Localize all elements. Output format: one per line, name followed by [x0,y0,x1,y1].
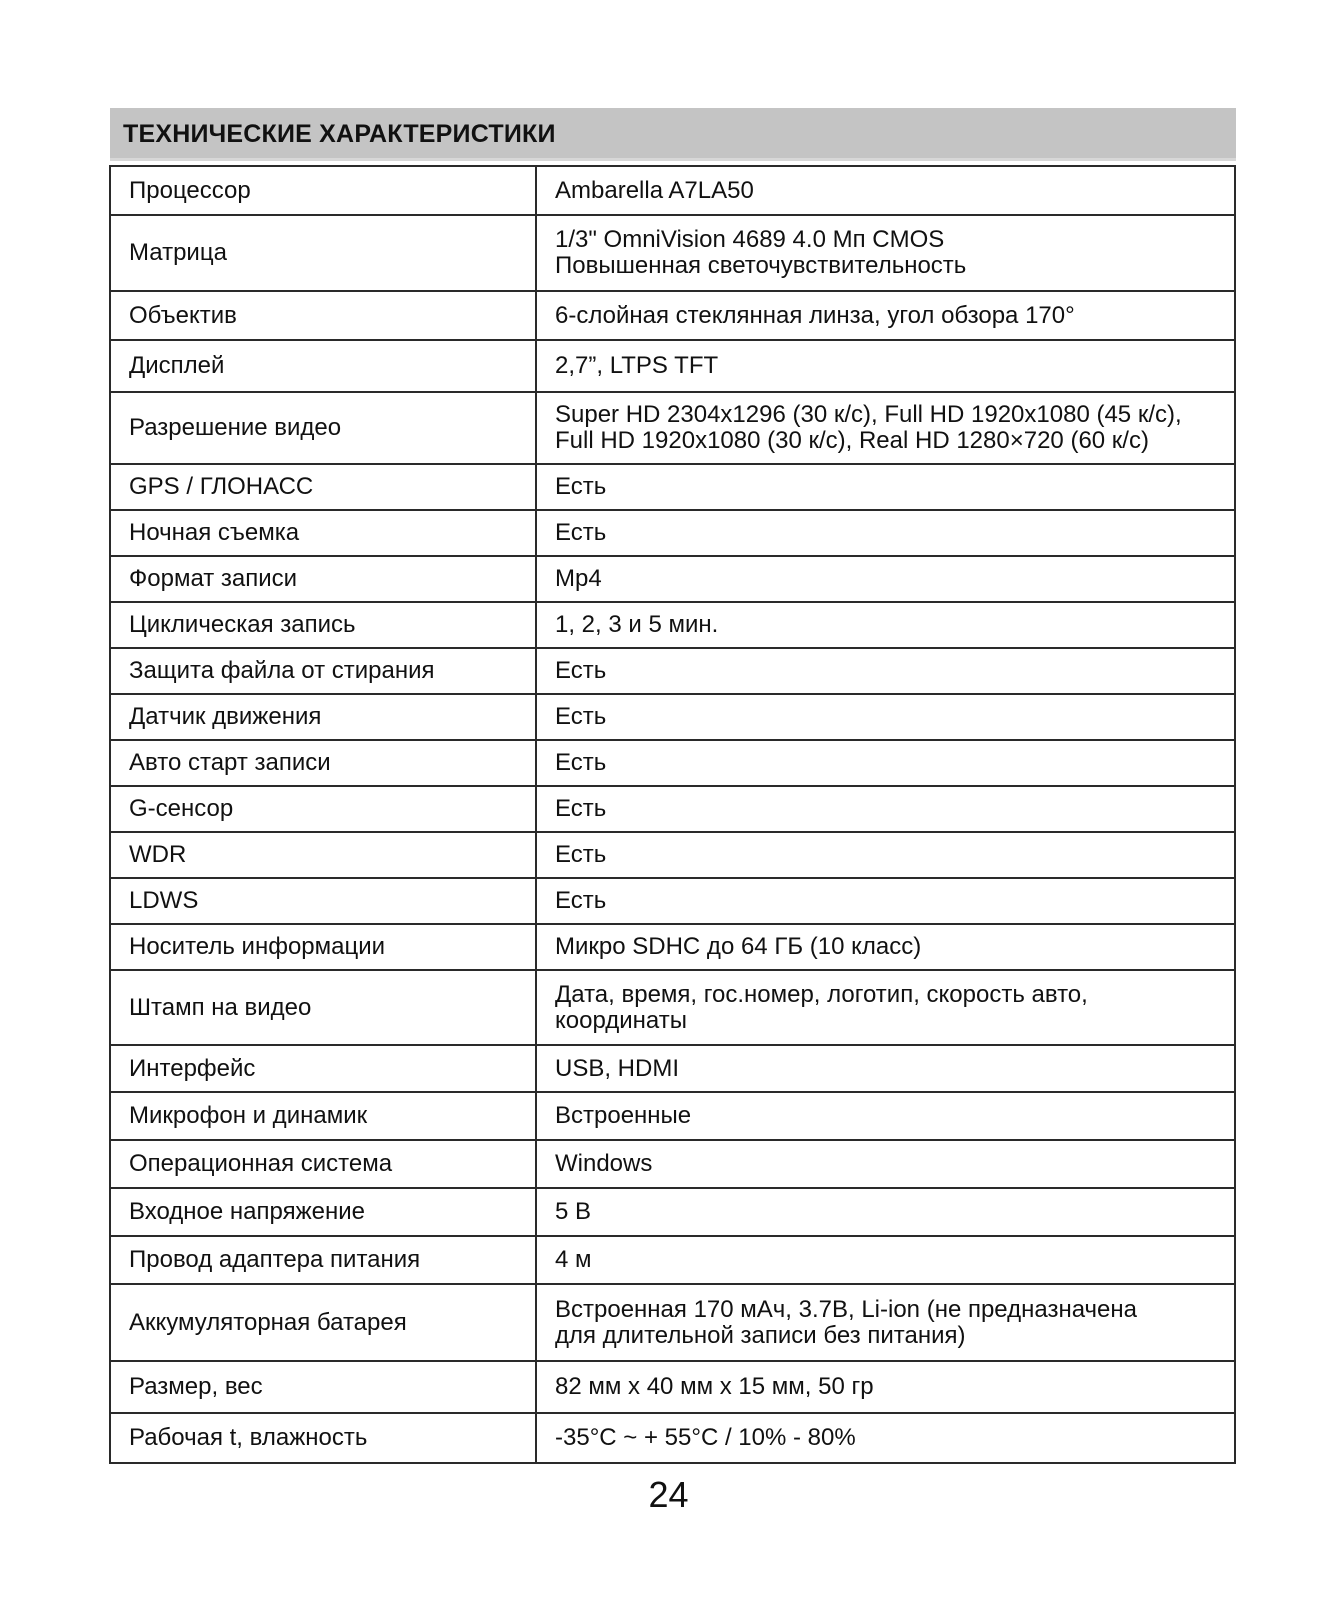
spec-key: Входное напряжение [110,1188,536,1236]
spec-value: Windows [536,1140,1235,1188]
spec-value: Есть [536,510,1235,556]
table-row [110,1284,1235,1361]
spec-key: Процессор [110,166,536,215]
table-row [110,970,1235,1045]
spec-key: Аккумуляторная батарея [110,1284,536,1361]
table-row [110,740,1235,786]
spec-key: Формат записи [110,556,536,602]
spec-key: Микрофон и динамик [110,1092,536,1140]
spec-key: LDWS [110,878,536,924]
spec-key: Штамп на видео [110,970,536,1045]
specifications-table [109,165,1236,1464]
spec-key: Ночная съемка [110,510,536,556]
table-row [110,1361,1235,1413]
spec-value: -35°С ~ + 55°С / 10% - 80% [536,1413,1235,1463]
spec-key: Размер, вес [110,1361,536,1413]
spec-value: 5 В [536,1188,1235,1236]
spec-value: Дата, время, гос.номер, логотип, скорость авто, координаты [536,970,1235,1045]
table-row [110,392,1235,464]
spec-value: Ambarella A7LA50 [536,166,1235,215]
spec-value: Есть [536,694,1235,740]
spec-key: Циклическая запись [110,602,536,648]
spec-value: 6-слойная стеклянная линза, угол обзора 170° [536,291,1235,340]
spec-value: Есть [536,786,1235,832]
table-row [110,1092,1235,1140]
table-row [110,924,1235,970]
spec-value: 4 м [536,1236,1235,1284]
spec-value: 2,7”, LTPS TFT [536,340,1235,392]
spec-value: Есть [536,648,1235,694]
spec-value: USB, HDMI [536,1045,1235,1092]
section-title: ТЕХНИЧЕСКИЕ ХАРАКТЕРИСТИКИ [123,120,556,148]
spec-value: Встроенная 170 мАч, 3.7В, Li-ion (не предназначена для длительной записи без питания) [536,1284,1235,1361]
spec-value: 1/3" OmniVision 4689 4.0 Мп CMOS Повышенная светочувствительность [536,215,1235,291]
table-row [110,291,1235,340]
table-row [110,786,1235,832]
spec-value: Встроенные [536,1092,1235,1140]
table-row [110,1045,1235,1092]
table-row [110,510,1235,556]
table-row [110,1140,1235,1188]
table-row [110,1236,1235,1284]
table-row [110,1413,1235,1463]
table-row [110,832,1235,878]
spec-key: G-сенсор [110,786,536,832]
table-row [110,340,1235,392]
spec-key: Датчик движения [110,694,536,740]
table-row [110,556,1235,602]
spec-key: Разрешение видео [110,392,536,464]
specifications-table-body [110,166,1235,1463]
spec-key: Объектив [110,291,536,340]
table-row [110,878,1235,924]
spec-value: Есть [536,878,1235,924]
spec-value: Есть [536,464,1235,510]
table-row [110,1188,1235,1236]
spec-value: 82 мм х 40 мм х 15 мм, 50 гр [536,1361,1235,1413]
spec-key: Защита файла от стирания [110,648,536,694]
spec-key: GPS / ГЛОНАСС [110,464,536,510]
spec-value: 1, 2, 3 и 5 мин. [536,602,1235,648]
spec-value: Super HD 2304x1296 (30 к/с), Full HD 1920x1080 (45 к/с), Full HD 1920x1080 (30 к/с), Real HD 1280×720 (60 к/с) [536,392,1235,464]
section-header [110,108,1236,161]
spec-key: Операционная система [110,1140,536,1188]
table-row [110,166,1235,215]
table-row [110,215,1235,291]
spec-key: WDR [110,832,536,878]
table-row [110,694,1235,740]
table-row [110,648,1235,694]
spec-key: Рабочая t, влажность [110,1413,536,1463]
table-row [110,602,1235,648]
table-row [110,464,1235,510]
spec-value: Микро SDHC до 64 ГБ (10 класс) [536,924,1235,970]
spec-key: Авто старт записи [110,740,536,786]
spec-key: Дисплей [110,340,536,392]
spec-key: Интерфейс [110,1045,536,1092]
spec-value: Есть [536,740,1235,786]
spec-key: Матрица [110,215,536,291]
spec-value: Есть [536,832,1235,878]
spec-key: Носитель информации [110,924,536,970]
spec-value: Mp4 [536,556,1235,602]
page-number: 24 [648,1474,689,1515]
spec-key: Провод адаптера питания [110,1236,536,1284]
